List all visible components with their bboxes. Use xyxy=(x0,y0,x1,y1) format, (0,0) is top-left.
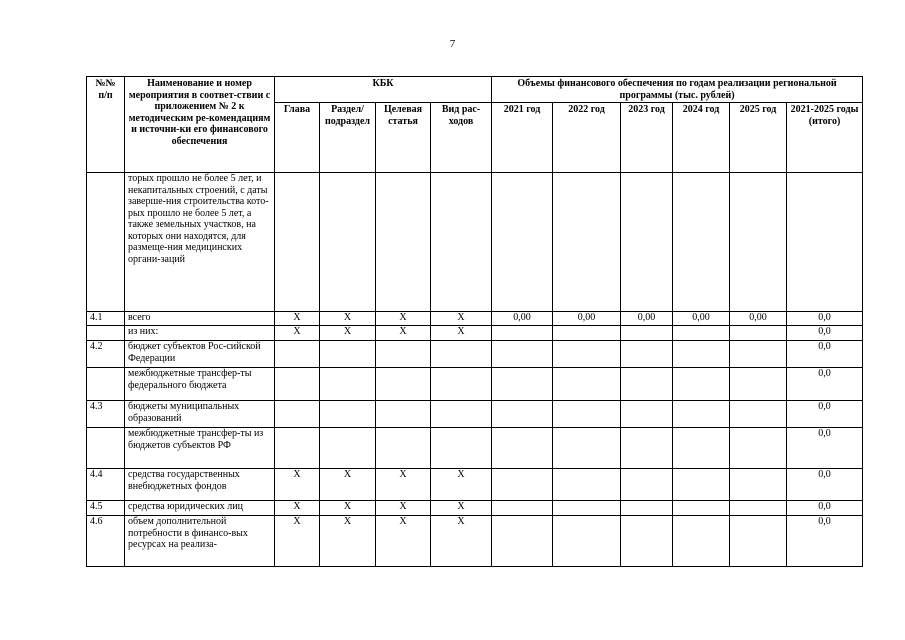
financing-table xyxy=(86,76,863,567)
kbk-cell: X xyxy=(275,501,320,516)
year-value-cell xyxy=(621,469,673,501)
year-value-cell xyxy=(621,501,673,516)
kbk-cell: X xyxy=(275,516,320,567)
year-value-cell xyxy=(621,173,673,312)
year-value-cell: 0,00 xyxy=(492,312,553,326)
kbk-cell: X xyxy=(320,501,376,516)
year-value-cell: 0,0 xyxy=(787,501,863,516)
table-row xyxy=(87,501,863,516)
kbk-cell: X xyxy=(431,501,492,516)
kbk-cell: X xyxy=(431,516,492,567)
table-row xyxy=(87,469,863,501)
year-value-cell: 0,0 xyxy=(787,401,863,428)
year-value-cell xyxy=(730,428,787,469)
year-value-cell xyxy=(553,173,621,312)
row-number: 4.1 xyxy=(87,312,125,326)
year-value-cell xyxy=(730,341,787,368)
header-year-col: 2025 год xyxy=(730,103,787,173)
row-name: всего xyxy=(125,312,275,326)
table-row xyxy=(87,428,863,469)
year-value-cell xyxy=(492,326,553,341)
year-value-cell xyxy=(673,173,730,312)
header-volumes: Объемы финансового обеспечения по годам реализации региональной программы (тыс. рублей) xyxy=(492,77,863,103)
header-year-col: 2024 год xyxy=(673,103,730,173)
row-number xyxy=(87,428,125,469)
year-value-cell: 0,00 xyxy=(730,312,787,326)
year-value-cell xyxy=(492,341,553,368)
table-row xyxy=(87,401,863,428)
year-value-cell xyxy=(673,516,730,567)
year-value-cell xyxy=(553,341,621,368)
header-num: №№ п/п xyxy=(87,77,125,173)
year-value-cell xyxy=(621,516,673,567)
row-name: торых прошло не более 5 лет, и некапитальных строений, с даты заверше-ния строительства кото-рых прошло не более 5 лет, а также земельных участков, на которых они находятся, для размеще-ния медицинских органи-заций xyxy=(125,173,275,312)
year-value-cell xyxy=(492,173,553,312)
kbk-cell xyxy=(376,341,431,368)
kbk-cell xyxy=(376,173,431,312)
header-year-col: 2021-2025 годы (итого) xyxy=(787,103,863,173)
year-value-cell: 0,0 xyxy=(787,516,863,567)
year-value-cell xyxy=(492,401,553,428)
row-number: 4.2 xyxy=(87,341,125,368)
header-kbk-col: Глава xyxy=(275,103,320,173)
kbk-cell xyxy=(275,173,320,312)
kbk-cell xyxy=(376,368,431,401)
kbk-cell xyxy=(320,368,376,401)
year-value-cell xyxy=(553,516,621,567)
year-value-cell xyxy=(621,368,673,401)
kbk-cell xyxy=(431,341,492,368)
year-value-cell xyxy=(730,368,787,401)
kbk-cell xyxy=(431,173,492,312)
row-number: 4.4 xyxy=(87,469,125,501)
kbk-cell xyxy=(320,173,376,312)
kbk-cell: X xyxy=(275,469,320,501)
table-row xyxy=(87,173,863,312)
year-value-cell xyxy=(730,401,787,428)
kbk-cell xyxy=(275,368,320,401)
row-name: из них: xyxy=(125,326,275,341)
year-value-cell xyxy=(730,326,787,341)
row-name: межбюджетные трансфер-ты из бюджетов субъектов РФ xyxy=(125,428,275,469)
row-number: 4.6 xyxy=(87,516,125,567)
year-value-cell: 0,0 xyxy=(787,428,863,469)
year-value-cell xyxy=(621,401,673,428)
year-value-cell xyxy=(730,516,787,567)
year-value-cell xyxy=(492,428,553,469)
year-value-cell: 0,00 xyxy=(673,312,730,326)
header-kbk-col: Раздел/ подраздел xyxy=(320,103,376,173)
year-value-cell xyxy=(492,368,553,401)
year-value-cell xyxy=(553,326,621,341)
row-name: бюджет субъектов Рос-сийской Федерации xyxy=(125,341,275,368)
year-value-cell: 0,0 xyxy=(787,326,863,341)
year-value-cell xyxy=(730,501,787,516)
row-name: межбюджетные трансфер-ты федерального бюджета xyxy=(125,368,275,401)
year-value-cell xyxy=(673,501,730,516)
row-number: 4.5 xyxy=(87,501,125,516)
header-year-col: 2023 год xyxy=(621,103,673,173)
table-row xyxy=(87,368,863,401)
header-kbk-col: Целевая статья xyxy=(376,103,431,173)
year-value-cell xyxy=(673,401,730,428)
year-value-cell: 0,0 xyxy=(787,341,863,368)
year-value-cell xyxy=(787,173,863,312)
kbk-cell: X xyxy=(431,326,492,341)
kbk-cell xyxy=(431,401,492,428)
kbk-cell: X xyxy=(376,469,431,501)
row-number xyxy=(87,326,125,341)
kbk-cell xyxy=(320,401,376,428)
year-value-cell xyxy=(673,469,730,501)
kbk-cell: X xyxy=(320,326,376,341)
year-value-cell: 0,0 xyxy=(787,312,863,326)
page-number: 7 xyxy=(449,38,456,50)
year-value-cell xyxy=(730,469,787,501)
year-value-cell xyxy=(553,469,621,501)
kbk-cell: X xyxy=(320,516,376,567)
year-value-cell xyxy=(621,326,673,341)
header-kbk: КБК xyxy=(275,77,492,103)
row-number xyxy=(87,368,125,401)
table-row xyxy=(87,326,863,341)
row-name: бюджеты муниципальных образований xyxy=(125,401,275,428)
year-value-cell: 0,00 xyxy=(621,312,673,326)
kbk-cell: X xyxy=(275,326,320,341)
row-name: объем дополнительной потребности в финансо-вых ресурсах на реализа- xyxy=(125,516,275,567)
year-value-cell xyxy=(553,501,621,516)
row-number xyxy=(87,173,125,312)
kbk-cell xyxy=(320,341,376,368)
kbk-cell: X xyxy=(376,501,431,516)
kbk-cell xyxy=(431,368,492,401)
year-value-cell xyxy=(673,326,730,341)
header-kbk-col: Вид рас-ходов xyxy=(431,103,492,173)
year-value-cell xyxy=(621,341,673,368)
row-number: 4.3 xyxy=(87,401,125,428)
year-value-cell xyxy=(730,173,787,312)
kbk-cell xyxy=(320,428,376,469)
year-value-cell xyxy=(673,428,730,469)
kbk-cell: X xyxy=(376,312,431,326)
header-year-col: 2022 год xyxy=(553,103,621,173)
year-value-cell: 0,00 xyxy=(553,312,621,326)
kbk-cell xyxy=(275,341,320,368)
kbk-cell: X xyxy=(275,312,320,326)
year-value-cell xyxy=(673,341,730,368)
kbk-cell xyxy=(431,428,492,469)
header-year-col: 2021 год xyxy=(492,103,553,173)
kbk-cell xyxy=(275,401,320,428)
year-value-cell xyxy=(673,368,730,401)
kbk-cell: X xyxy=(431,469,492,501)
year-value-cell xyxy=(492,469,553,501)
kbk-cell: X xyxy=(320,469,376,501)
kbk-cell: X xyxy=(431,312,492,326)
kbk-cell xyxy=(376,401,431,428)
row-name: средства юридических лиц xyxy=(125,501,275,516)
table-row xyxy=(87,312,863,326)
year-value-cell xyxy=(492,501,553,516)
year-value-cell xyxy=(492,516,553,567)
table-row xyxy=(87,516,863,567)
year-value-cell xyxy=(553,368,621,401)
header-name: Наименование и номер мероприятия в соответ-ствии с приложением № 2 к методическим ре-комендациям и источни-ки его финансового обеспечения xyxy=(125,77,275,173)
kbk-cell: X xyxy=(376,326,431,341)
year-value-cell: 0,0 xyxy=(787,368,863,401)
year-value-cell xyxy=(621,428,673,469)
year-value-cell xyxy=(553,428,621,469)
row-name: средства государственных внебюджетных фондов xyxy=(125,469,275,501)
kbk-cell xyxy=(275,428,320,469)
year-value-cell xyxy=(553,401,621,428)
kbk-cell: X xyxy=(320,312,376,326)
kbk-cell: X xyxy=(376,516,431,567)
year-value-cell: 0,0 xyxy=(787,469,863,501)
table-row xyxy=(87,341,863,368)
kbk-cell xyxy=(376,428,431,469)
